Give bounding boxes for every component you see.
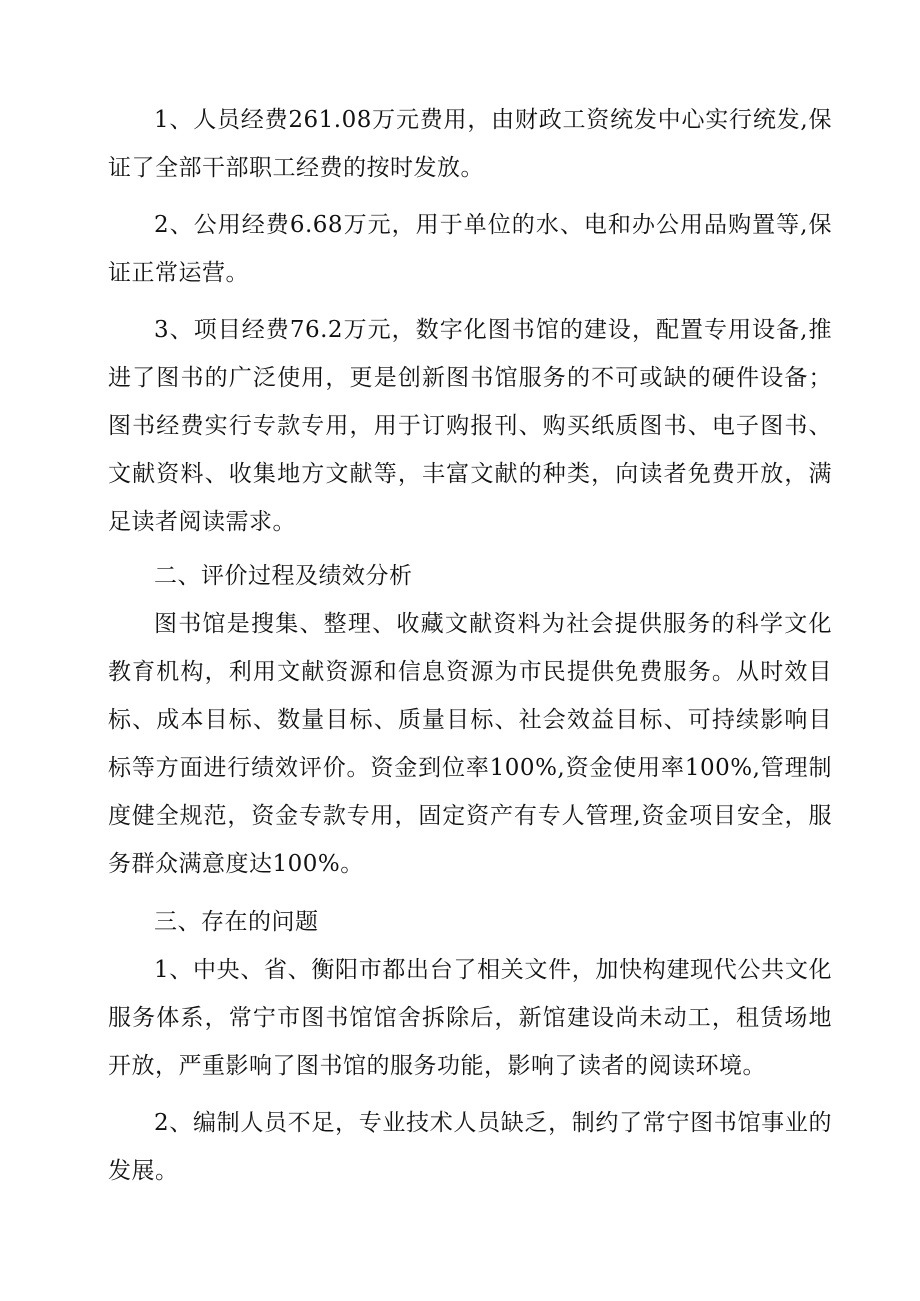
section-heading-evaluation: 二、评价过程及绩效分析 [154, 563, 413, 589]
paragraph-evaluation: 图书馆是搜集、整理、收藏文献资料为社会提供服务的科学文化教育机构，利用文献资源和信息资源为市民提供免费服务。从时效目标、成本目标、数量目标、质量目标、社会效益目标、可持续影响目标等方面进行绩效评价。资金到位率100%,资金使用率100%,管理制度健全规范，资金专款专用，固定资产有专人管理,资金项目安全，服务群众满意度达100%。 [108, 611, 832, 877]
paragraph-problem-staffing: 2、编制人员不足，专业技术人员缺乏，制约了常宁图书馆事业的发展。 [108, 1110, 832, 1184]
paragraph-problem-venue: 1、中央、省、衡阳市都出台了相关文件，加快构建现代公共文化服务体系，常宁市图书馆馆舍拆除后，新馆建设尚未动工，租赁场地开放，严重影响了图书馆的服务功能，影响了读者的阅读环境。 [108, 957, 832, 1079]
paragraph-public-funds: 2、公用经费6.68万元，用于单位的水、电和办公用品购置等,保证正常运营。 [108, 212, 832, 286]
paragraph-personnel-funds: 1、人员经费261.08万元费用，由财政工资统发中心实行统发,保证了全部干部职工经费的按时发放。 [108, 107, 833, 181]
section-heading-problems: 三、存在的问题 [154, 909, 319, 935]
paragraph-project-funds: 3、项目经费76.2万元，数字化图书馆的建设，配置专用设备,推进了图书的广泛使用，更是创新图书馆服务的不可或缺的硬件设备；图书经费实行专款专用，用于订购报刊、购买纸质图书、电子图书、文献资料、收集地方文献等，丰富文献的种类，向读者免费开放，满足读者阅读需求。 [108, 317, 832, 535]
document-body [108, 96, 832, 1195]
